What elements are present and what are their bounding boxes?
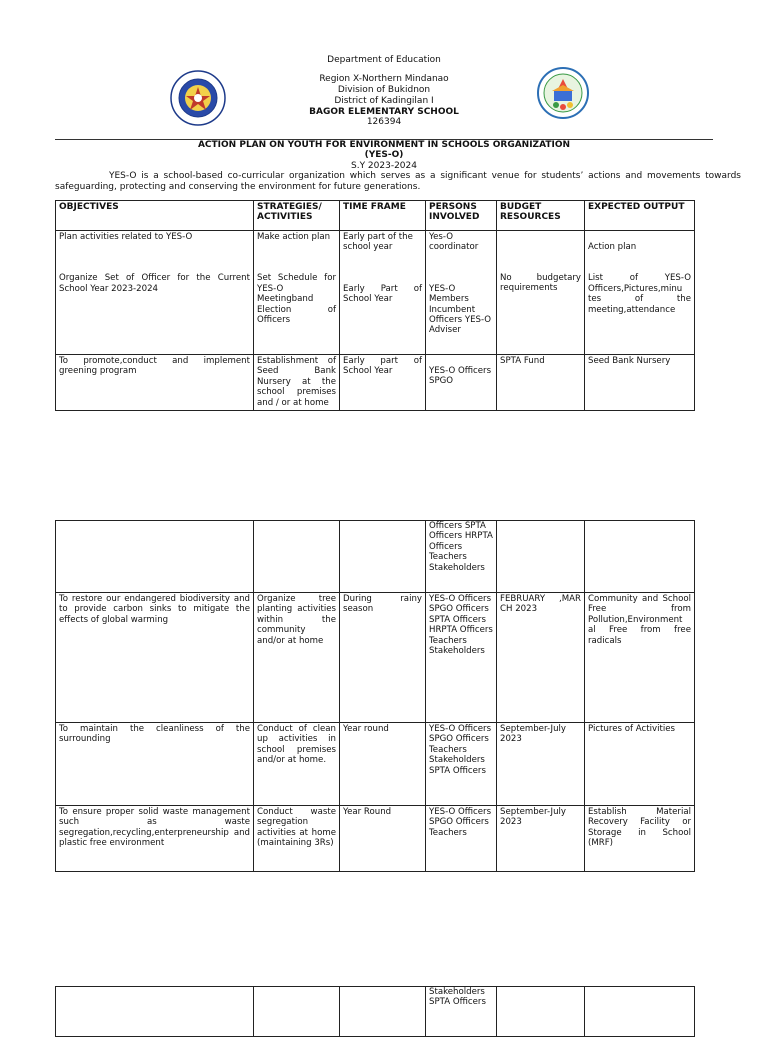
cell-strategy: Conduct waste segregation activities at home (maintaining 3Rs)	[254, 806, 340, 872]
cell-output	[585, 521, 695, 593]
cell-strategy	[254, 521, 340, 593]
budget-text: No budgetary requirements	[500, 273, 581, 294]
cell-objective	[56, 231, 254, 355]
header-division: Division of Bukidnon	[337, 85, 431, 95]
cell-budget	[497, 231, 585, 355]
cell-output	[585, 231, 695, 355]
cell-time-frame: During rainy season	[340, 593, 426, 723]
cell-strategy: Organize tree planting activities within the community and/or at home	[254, 593, 340, 723]
cell-time-frame	[340, 231, 426, 355]
cell-time-frame: Year Round	[340, 806, 426, 872]
cell-output: Community and School Free from Pollution,Environment al Free from free radicals	[585, 593, 695, 723]
action-plan-table-page2	[55, 520, 695, 872]
strategy-text: Make action plan	[257, 232, 331, 242]
intro-paragraph	[55, 171, 741, 192]
header-school-id: 126394	[366, 117, 402, 127]
action-plan-table-page1	[55, 200, 695, 411]
cell-objective	[56, 987, 254, 1037]
cell-output: Pictures of Activities	[585, 723, 695, 806]
cell-budget: FEBRUARY ,MAR CH 2023	[497, 593, 585, 723]
persons-text: Yes-O coordinator	[429, 232, 479, 253]
cell-budget	[497, 987, 585, 1037]
col-header-strategies: STRATEGIES/ ACTIVITIES	[254, 201, 340, 231]
cell-output	[585, 987, 695, 1037]
cell-persons: YES-O Officers SPGO Officers Teachers Stakeholders SPTA Officers	[426, 723, 497, 806]
cell-strategy: Conduct of clean up activities in school premises and/or at home.	[254, 723, 340, 806]
cell-output: Establish Material Recovery Facility or Storage in School (MRF)	[585, 806, 695, 872]
cell-budget: September-July 2023	[497, 806, 585, 872]
cell-persons: YES-O Officers SPGO Officers Teachers	[426, 806, 497, 872]
intro-text: YES-O is a school-based co-curricular organization which serves as a significant venue for students’ actions and movements towards safeguarding, protecting and conserving the environment for future generations.	[55, 171, 741, 192]
col-header-output: EXPECTED OUTPUT	[585, 201, 695, 231]
objective-text: Plan activities related to YES-O	[59, 232, 193, 242]
col-header-time-frame: TIME FRAME	[340, 201, 426, 231]
persons-text: YES-O Officers SPGO	[429, 366, 492, 387]
table-row	[56, 521, 695, 593]
cell-output: Seed Bank Nursery	[585, 355, 695, 411]
table-row	[56, 723, 695, 806]
table-row	[56, 806, 695, 872]
cell-persons	[426, 231, 497, 355]
col-header-objectives: OBJECTIVES	[56, 201, 254, 231]
cell-time-frame	[340, 987, 426, 1037]
objective-text: Organize Set of Officer for the Current School Year 2023-2024	[59, 273, 250, 294]
output-text: List of YES-O Officers,Pictures,minu tes of the meeting,attendance	[588, 273, 691, 315]
header-department: Department of Education	[327, 55, 441, 65]
cell-strategy: Establishment of Seed Bank Nursery at the school premises and / or at home	[254, 355, 340, 411]
cell-budget: SPTA Fund	[497, 355, 585, 411]
cell-persons: Stakeholders SPTA Officers	[426, 987, 497, 1037]
col-header-budget: BUDGET RESOURCES	[497, 201, 585, 231]
col-header-persons: PERSONS INVOLVED	[426, 201, 497, 231]
cell-objective: To promote,conduct and implement greening program	[56, 355, 254, 411]
header-region: Region X-Northern Mindanao	[319, 74, 449, 84]
cell-time-frame: Early part of School Year	[340, 355, 426, 411]
cell-objective: To ensure proper solid waste management such as waste segregation,recycling,enterpreneurship and plastic free environment	[56, 806, 254, 872]
persons-text: YES-O Members Incumbent Officers YES-O Adviser	[429, 283, 492, 336]
table-row	[56, 987, 695, 1037]
action-plan-table-page3	[55, 986, 695, 1037]
cell-budget	[497, 521, 585, 593]
cell-objective: To restore our endangered biodiversity and to provide carbon sinks to mitigate the effects of global warming	[56, 593, 254, 723]
document-subtitle: (YES-O)	[364, 150, 404, 160]
output-text: Action plan	[588, 242, 637, 252]
cell-persons: Officers SPTA Officers HRPTA Officers Teachers Stakeholders	[426, 521, 497, 593]
time-frame-text: Early part of the school year	[343, 232, 413, 253]
cell-time-frame: Year round	[340, 723, 426, 806]
header-school-name: BAGOR ELEMENTARY SCHOOL	[309, 107, 459, 117]
cell-persons	[426, 355, 497, 411]
cell-persons: YES-O Officers SPGO Officers SPTA Officers HRPTA Officers Teachers Stakeholders	[426, 593, 497, 723]
cell-strategy	[254, 987, 340, 1037]
cell-objective: To maintain the cleanliness of the surrounding	[56, 723, 254, 806]
school-year: S.Y 2023-2024	[351, 161, 417, 171]
header-district: District of Kadingilan I	[334, 96, 434, 106]
strategy-text: Set Schedule for YES-O Meetingband Election of Officers	[257, 273, 336, 326]
table-row	[56, 231, 695, 355]
cell-time-frame	[340, 521, 426, 593]
cell-budget: September-July 2023	[497, 723, 585, 806]
cell-strategy	[254, 231, 340, 355]
time-frame-text: Early Part of School Year	[343, 283, 422, 305]
table-row	[56, 593, 695, 723]
table-row	[56, 355, 695, 411]
cell-objective	[56, 521, 254, 593]
document-title: ACTION PLAN ON YOUTH FOR ENVIRONMENT IN SCHOOLS ORGANIZATION	[197, 140, 571, 150]
